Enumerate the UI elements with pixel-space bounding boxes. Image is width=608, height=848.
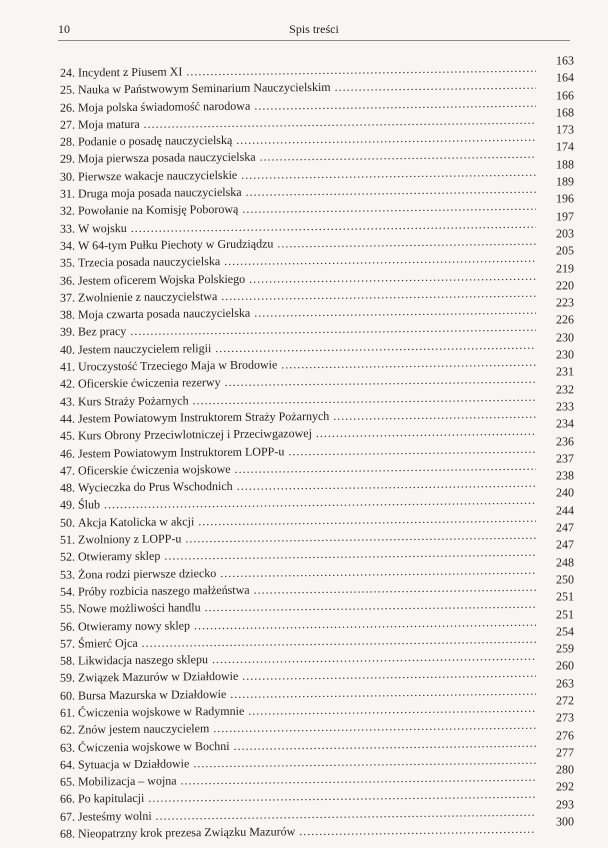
- toc-entry-page: 237: [556, 451, 574, 466]
- toc-entry-number: 29.: [60, 152, 75, 167]
- toc-entry-page: 240: [556, 485, 574, 500]
- toc-entry-number: 31.: [60, 186, 75, 201]
- toc-entry-page: 254: [556, 624, 574, 639]
- header-rule: [58, 40, 570, 41]
- toc-entry-number: 47.: [60, 463, 75, 478]
- toc-entry-title: Akcja Katolicka w akcji .....: [78, 509, 536, 531]
- toc-entry-title: Zwolnienie z nauczycielstwa .....: [78, 285, 536, 307]
- toc-entry-title: Podanie o posadę nauczycielską .....: [78, 129, 536, 151]
- toc-entry-title: Likwidacja naszego sklepu .....: [78, 648, 536, 670]
- toc-entry-number: 49.: [60, 497, 75, 513]
- toc-entry-title: Bursa Mazurska w Działdowie .....: [78, 682, 536, 704]
- toc-entry-page: 236: [556, 433, 574, 449]
- toc-entry-title: Jestem oficerem Wojska Polskiego .....: [78, 267, 536, 289]
- toc-entry-number: 38.: [60, 307, 75, 322]
- toc-entry-number: 25.: [60, 82, 75, 97]
- toc-entry-page: 163: [556, 53, 574, 68]
- toc-entry-number: 41.: [60, 359, 75, 374]
- toc-entry-number: 44.: [60, 411, 75, 426]
- toc-entry-page: 272: [556, 693, 574, 708]
- toc-entry-page: 247: [556, 537, 574, 552]
- toc-entry-page: 164: [556, 70, 574, 85]
- toc-entry-page: 273: [556, 710, 574, 725]
- toc-entry-page: 244: [556, 503, 574, 518]
- toc-entry-number: 40.: [60, 342, 75, 357]
- toc-entry-title: Zwolniony z LOPP-u .....: [78, 527, 536, 549]
- toc-entry-page: 293: [556, 797, 574, 812]
- toc-entry-page: 226: [556, 312, 574, 327]
- toc-entry-number: 54.: [60, 584, 75, 599]
- toc-entry-number: 48.: [60, 480, 75, 495]
- toc-entry-title: Oficerskie ćwiczenia wojskowe .....: [78, 458, 536, 480]
- toc-entry-number: 35.: [60, 255, 75, 270]
- toc-entry-number: 60.: [60, 688, 75, 703]
- page-header: [58, 22, 570, 40]
- toc-entry-title: Moja matura .....: [78, 112, 536, 134]
- toc-entry-number: 66.: [60, 792, 75, 807]
- toc-entry-number: 24.: [60, 65, 75, 80]
- toc-entry-number: 39.: [60, 324, 75, 340]
- toc-entry-title: Żona rodzi pierwsze dziecko .....: [78, 561, 536, 583]
- toc-entry-page: 219: [556, 260, 574, 276]
- toc-entry-number: 36.: [60, 273, 75, 288]
- toc-entry-page: 230: [556, 347, 574, 362]
- toc-entry-number: 57.: [60, 636, 75, 651]
- toc-entry-page: 168: [556, 105, 574, 120]
- toc-entry-number: 42.: [60, 376, 75, 392]
- toc-entry-page: 238: [556, 468, 574, 483]
- toc-entry-number: 62.: [60, 722, 75, 737]
- toc-entry-number: 67.: [60, 809, 75, 824]
- toc-entry-number: 28.: [60, 134, 75, 149]
- toc-entry-number: 37.: [60, 290, 75, 305]
- toc-entry-number: 45.: [60, 428, 75, 443]
- toc-entry-title: Związek Mazurów w Działdowie .....: [78, 665, 536, 687]
- toc-entry-number: 64.: [60, 757, 75, 772]
- toc-entry-page: 263: [556, 675, 574, 691]
- toc-entry-title: Kurs Straży Pożarnych .....: [78, 388, 536, 410]
- toc-entry-number: 61.: [60, 705, 75, 720]
- toc-entry-number: 34.: [60, 238, 75, 253]
- toc-entry-title: Jestem Powiatowym Instruktorem LOPP-u .....: [78, 440, 536, 462]
- toc-entry-title: Jestem nauczycielem religii .....: [78, 336, 536, 358]
- toc-entry-page: 300: [556, 814, 574, 829]
- toc-entry-title: Śmierć Ojca .....: [78, 631, 536, 653]
- toc-entry-number: 51.: [60, 532, 75, 547]
- toc-entry-title: Nieopatrzny krok prezesa Związku Mazurów .....: [78, 821, 536, 843]
- toc-entry-page: 233: [556, 399, 574, 414]
- toc-entry-title: Nowe możliwości handlu .....: [78, 596, 536, 618]
- toc-entry-page: 196: [556, 191, 574, 206]
- toc-entry-number: 65.: [60, 774, 75, 789]
- toc-entry-page: 248: [556, 554, 574, 570]
- toc-entry-page: 188: [556, 157, 574, 172]
- toc-entry-page: 250: [556, 572, 574, 587]
- toc-entry-number: 27.: [60, 117, 75, 132]
- toc-entry-number: 52.: [60, 549, 75, 565]
- toc-entry-number: 32.: [60, 203, 75, 219]
- toc-entry-title: Pierwsze wakacje nauczycielskie .....: [78, 163, 536, 185]
- toc-entry-page: 234: [556, 416, 574, 431]
- toc-entry-title: Otwieramy nowy sklep .....: [78, 613, 536, 635]
- toc-entry-title: Bez pracy .....: [78, 319, 536, 341]
- toc-entry-page: 232: [556, 381, 574, 397]
- toc-entry-title: Sytuacja w Działdowie .....: [78, 752, 536, 774]
- toc-entry-title: Uroczystość Trzeciego Maja w Brodowie .....: [78, 354, 536, 376]
- toc-entry-page: 276: [556, 727, 574, 743]
- toc-entry-page: 189: [556, 174, 574, 189]
- toc-entry-title: Powołanie na Komisję Poborową .....: [78, 198, 536, 220]
- toc-entry-page: 280: [556, 762, 574, 777]
- toc-entry-page: 205: [556, 243, 574, 258]
- toc-entry-title: Otwieramy sklep .....: [78, 544, 536, 566]
- toc-entry-page: 260: [556, 658, 574, 673]
- toc-entry-title: Trzecia posada nauczycielska .....: [78, 250, 536, 272]
- toc-entry-page: 166: [556, 87, 574, 103]
- toc-entry-page: 292: [556, 779, 574, 794]
- toc-entry-title: Moja polska świadomość narodowa .....: [78, 94, 536, 116]
- toc-entry-title: Moja pierwsza posada nauczycielska .....: [78, 146, 536, 168]
- toc-entry-number: 53.: [60, 567, 75, 582]
- toc-entry-title: Mobilizacja – wojna .....: [78, 769, 536, 791]
- toc-entry-number: 58.: [60, 653, 75, 668]
- toc-entry-title: Wycieczka do Prus Wschodnich .....: [78, 475, 536, 497]
- toc-entry-page: 197: [556, 208, 574, 224]
- toc-entry-title: Próby rozbicia naszego małżeństwa .....: [78, 579, 536, 601]
- toc-entry-page: 259: [556, 641, 574, 656]
- toc-entry-page: 247: [556, 520, 574, 535]
- toc-entry-title: Kurs Obrony Przeciwlotniczej i Przeciwgazowej .....: [78, 423, 536, 445]
- toc-entry-page: 220: [556, 278, 574, 293]
- toc-entry-page: 174: [556, 139, 574, 154]
- toc-entry-title: Oficerskie ćwiczenia rezerwy .....: [78, 371, 536, 393]
- running-title: Spis treści: [289, 22, 339, 36]
- toc-entry-title: Nauka w Państwowym Seminarium Nauczycielskim .....: [78, 77, 536, 99]
- toc-entry-title: Jestem Powiatowym Instruktorem Straży Pożarnych .....: [78, 406, 536, 428]
- toc-entry-page: 231: [556, 364, 574, 379]
- toc-entry-title: Znów jestem nauczycielem .....: [78, 717, 536, 739]
- toc-entry-title: Po kapitulacji .....: [78, 786, 536, 808]
- toc-entry-number: 26.: [60, 100, 75, 115]
- toc-entry-title: W wojsku .....: [78, 215, 536, 237]
- page-number: 10: [58, 22, 70, 36]
- toc-entry-number: 30.: [60, 169, 75, 184]
- toc-entry-number: 56.: [60, 619, 75, 634]
- toc-entry-title: Ćwiczenia wojskowe w Radymnie .....: [78, 700, 536, 722]
- toc-entry-page: 230: [556, 330, 574, 345]
- toc-entry-title: Ślub .....: [78, 492, 536, 514]
- toc-entry-number: 33.: [60, 221, 75, 236]
- toc-entry-page: 223: [556, 295, 574, 310]
- toc-entry-page: 203: [556, 226, 574, 241]
- table-of-contents: [60, 53, 574, 841]
- toc-entry-page: 251: [556, 589, 574, 604]
- toc-entry-number: 68.: [60, 826, 75, 841]
- toc-entry-page: 277: [556, 745, 574, 760]
- toc-entry-page: 251: [556, 606, 574, 621]
- toc-entry-number: 50.: [60, 515, 75, 530]
- toc-entry-title: W 64-tym Pułku Piechoty w Grudziądzu .....: [78, 233, 536, 255]
- toc-entry-title: Jesteśmy wolni .....: [78, 803, 536, 825]
- toc-entry-title: Incydent z Piusem XI .....: [78, 60, 536, 82]
- toc-entry-title: Ćwiczenia wojskowe w Bochni .....: [78, 734, 536, 756]
- toc-entry-number: 63.: [60, 740, 75, 755]
- toc-entry-page: 173: [556, 122, 574, 137]
- toc-entry-title: Druga moja posada nauczycielska .....: [78, 181, 536, 203]
- toc-entry-number: 46.: [60, 446, 75, 461]
- toc-entry-number: 55.: [60, 601, 75, 616]
- toc-entry-number: 43.: [60, 394, 75, 409]
- toc-entry-number: 59.: [60, 670, 75, 686]
- toc-entry-title: Moja czwarta posada nauczycielska .....: [78, 302, 536, 324]
